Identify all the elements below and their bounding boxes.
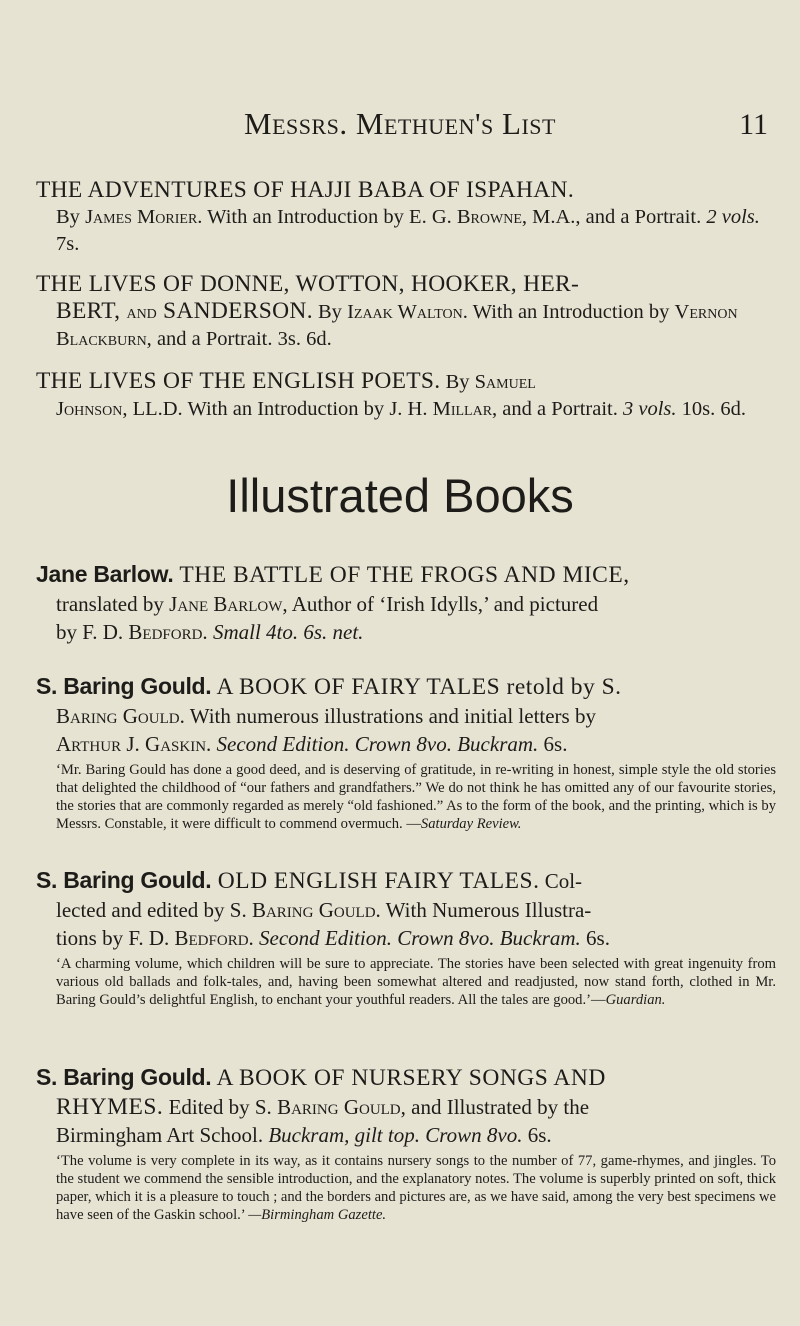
review-quote: ‘The volume is very complete in its way, as it contains nursery songs to the number of 77, game-rhymes, and jingles. To the student we commend the sensible introduction, and the explanatory notes. The volume is superbly printed on soft, thick paper, which it is a pleasure to touch ; and the borders and pictures are, as we have said, among the very best specimens we have seen of the Gaskin school.’ —Birmingham Gazette. bbox=[56, 1152, 776, 1223]
review-quote: ‘A charming volume, which children will be sure to appreciate. The stories have been selected with great ingenuity from various old ballads and folk-tales, and, having been somewhat altered and readjusted, now stand forth, clothed in Mr. Baring Gould’s delightful English, to enchant your youthful readers. All the tales are good.’—Guardian. bbox=[56, 955, 776, 1008]
book-title: A BOOK OF NURSERY SONGS AND bbox=[211, 1065, 606, 1091]
review-source: Guardian. bbox=[605, 991, 666, 1008]
entry-title: THE LIVES OF DONNE, WOTTON, HOOKER, HER- bbox=[36, 271, 580, 297]
price: 10s. 6d. bbox=[676, 398, 747, 420]
entry-details: THE LIVES OF THE ENGLISH POETS. By Samuel bbox=[36, 368, 536, 394]
section-heading: Illustrated Books bbox=[226, 469, 574, 522]
review-source: Saturday Review. bbox=[420, 815, 522, 832]
review-quote: ‘Mr. Baring Gould has done a good deed, and is deserving of gratitude, in re-writing in honest, simple style the old stories that delighted the childhood of “our fathers and grandfathers.” We do not think he has omitted any of our favourite stories, the stories that are commonly regarded as merely “old fashioned.” As to the form of the book, and the printing, which is by Messrs. Constable, it were difficult to commend overmuch. —Saturday Review. bbox=[56, 761, 776, 832]
editor-name: Vernon Blackburn, bbox=[56, 301, 738, 350]
page-number: 11 bbox=[739, 108, 768, 141]
author-tag: S. Baring Gould. bbox=[36, 673, 212, 699]
entry-details: By James Morier. With an Introduction by E. G. Browne, M.A., and a Portrait. 2 vols. 7s. bbox=[56, 206, 760, 255]
binding: Buckram, gilt top. Crown 8vo. bbox=[263, 1123, 523, 1147]
author-tag: Jane Barlow. bbox=[36, 561, 174, 587]
catalogue-entry-hajji-baba bbox=[36, 177, 776, 258]
entry-title: THE LIVES OF THE ENGLISH POETS. bbox=[36, 368, 441, 394]
running-head-title: Messrs. Methuen's List bbox=[244, 106, 556, 141]
running-head bbox=[0, 106, 800, 146]
editor-name: E. G. Browne, bbox=[409, 206, 527, 228]
edition: Second Edition. Crown 8vo. Buckram. bbox=[211, 732, 539, 756]
price: 6s. net. bbox=[298, 620, 364, 644]
catalogue-entry-english-poets: THE LIVES OF THE ENGLISH POETS. By Samuel Johnson, LL.D. With an Introduction by J. H. Millar, and a Portrait. 3 vols. 10s. 6d. bbox=[36, 368, 776, 423]
author-name: Samuel bbox=[474, 371, 536, 393]
price: 3s. 6d. bbox=[277, 328, 332, 350]
price: 7s. bbox=[56, 233, 80, 255]
author-name: Izaak Walton. bbox=[347, 301, 468, 323]
volumes: 3 vols. bbox=[623, 398, 677, 420]
format: Small 4to. bbox=[207, 620, 299, 644]
book-entry-fairy-tales: S. Baring Gould. A BOOK OF FAIRY TALES retold by S. Baring Gould. With numerous illustrations and initial letters by Arthur J. Gaskin. Second Edition. Crown 8vo. Buckram. 6s. ‘Mr. Baring Gould has done a good deed, and is deserving of gratitude, in re-writing in honest, simple style the old stories that delighted the childhood of “our fathers and grandfathers.” We do not think he has omitted any of our favourite stories, the stories that are commonly regarded as merely “old fashioned.” As to the form of the book, and the printing, which is by Messrs. Constable, it were difficult to commend overmuch. —Saturday Review. bbox=[36, 673, 776, 832]
author-name: James Morier. bbox=[85, 206, 203, 228]
book-title: OLD ENGLISH FAIRY TALES. bbox=[211, 868, 540, 894]
book-title: A BOOK OF FAIRY TALES retold by S. bbox=[211, 674, 622, 700]
price: 6s. bbox=[522, 1123, 552, 1147]
author-tag: S. Baring Gould. bbox=[36, 867, 212, 893]
catalogue-entry-walton-lives bbox=[36, 271, 776, 353]
entry-title: THE ADVENTURES OF HAJJI BABA OF ISPAHAN. bbox=[36, 177, 574, 203]
book-entry-old-english-fairy-tales: S. Baring Gould. OLD ENGLISH FAIRY TALES. Col- lected and edited by S. Baring Gould. With Numerous Illustra- tions by F. D. Bedford. Second Edition. Crown 8vo. Buckram. 6s. ‘A charming volume, which children will be sure to appreciate. The stories have been selected with great ingenuity from various old ballads and folk-tales, and, having been somewhat altered and readjusted, now stand forth, clothed in Mr. Baring Gould’s delightful English, to enchant your youthful readers. All the tales are good.’—Guardian. bbox=[36, 867, 776, 1008]
review-source: —Birmingham Gazette. bbox=[248, 1206, 387, 1223]
editor-name: J. H. Millar, bbox=[389, 398, 498, 420]
edition: Second Edition. Crown 8vo. Buckram. bbox=[253, 926, 581, 950]
price: 6s. bbox=[580, 926, 610, 950]
entry-details: BERT, and SANDERSON. By Izaak Walton. With an Introduction by Vernon Blackburn, and a Portrait. 3s. 6d. bbox=[56, 298, 738, 350]
book-entry-nursery-songs: S. Baring Gould. A BOOK OF NURSERY SONGS AND RHYMES. Edited by S. Baring Gould, and Illustrated by the Birmingham Art School. Buckram, gilt top. Crown 8vo. 6s. ‘The volume is very complete in its way, as it contains nursery songs to the number of 77, game-rhymes, and jingles. To the student we commend the sensible introduction, and the explanatory notes. The volume is superbly printed on soft, thick paper, which it is a pleasure to touch ; and the borders and pictures are, as we have said, among the very best specimens we have seen of the Gaskin school.’ —Birmingham Gazette. bbox=[36, 1064, 776, 1223]
volumes: 2 vols. bbox=[706, 206, 760, 228]
book-entry-frogs-and-mice: Jane Barlow. THE BATTLE OF THE FROGS AND MICE, translated by Jane Barlow, Author of ‘Irish Idylls,’ and pictured by F. D. Bedford. Small 4to. 6s. net. bbox=[36, 561, 630, 644]
author-tag: S. Baring Gould. bbox=[36, 1064, 212, 1090]
book-title: THE BATTLE OF THE FROGS AND MICE, bbox=[173, 562, 630, 588]
price: 6s. bbox=[538, 732, 568, 756]
